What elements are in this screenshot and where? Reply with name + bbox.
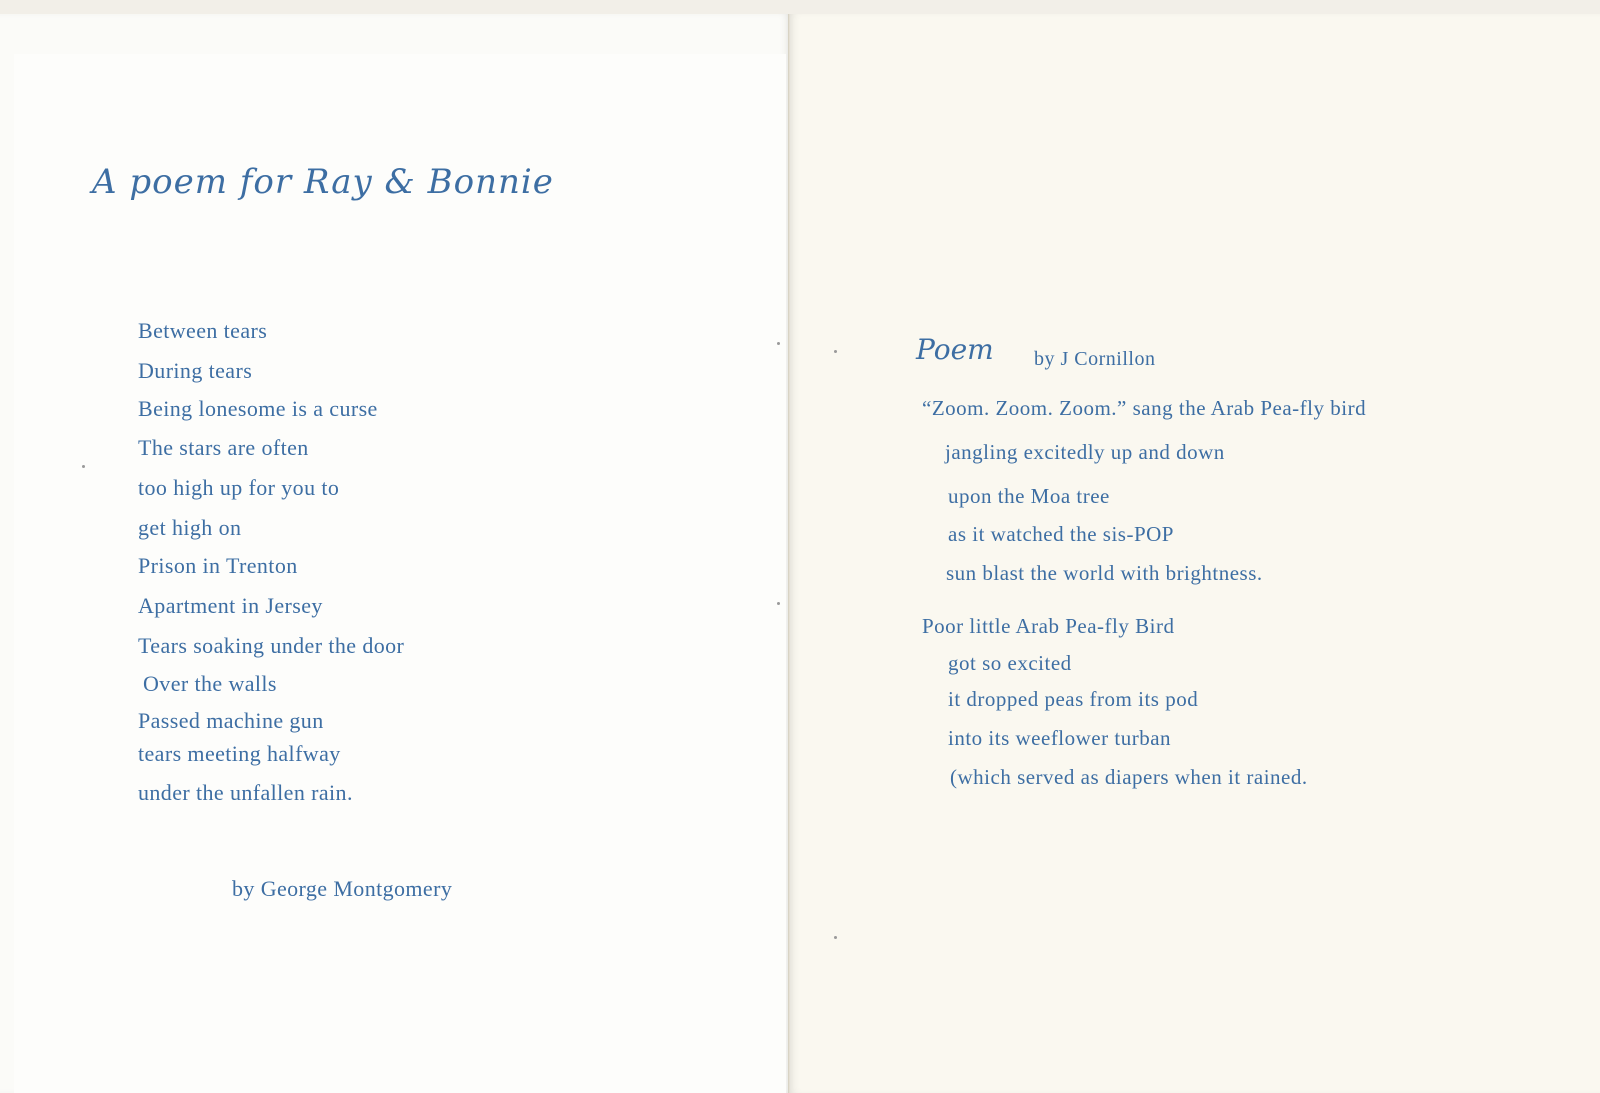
right-poem-line: into its weeflower turban — [948, 726, 1172, 750]
right-poem-line: jangling excitedly up and down — [945, 440, 1225, 464]
right-poem-line: sun blast the world with brightness. — [946, 561, 1263, 585]
right-poem-line: got so excited — [948, 651, 1072, 675]
right-poem-title: Poem — [916, 333, 994, 366]
paper-speck — [777, 342, 780, 345]
left-poem-line: Over the walls — [143, 671, 277, 696]
paper-speck — [834, 936, 837, 939]
left-page-sheet — [14, 54, 786, 1093]
right-poem-line: it dropped peas from its pod — [948, 687, 1199, 711]
left-poem-line: tears meeting halfway — [138, 741, 341, 766]
left-poem-line: Tears soaking under the door — [138, 633, 405, 658]
left-poem-line: too high up for you to — [138, 475, 340, 500]
left-poem-line: Apartment in Jersey — [138, 593, 323, 618]
right-poem-line: “Zoom. Zoom. Zoom.” sang the Arab Pea-fly bird — [922, 396, 1367, 420]
right-poem-byline: by J Cornillon — [1034, 348, 1156, 370]
left-poem-line: under the unfallen rain. — [138, 780, 353, 805]
paper-speck — [777, 602, 780, 605]
right-poem-line: (which served as diapers when it rained. — [950, 765, 1308, 789]
paper-speck — [834, 350, 837, 353]
left-poem-line: Passed machine gun — [138, 708, 324, 733]
right-poem-line: Poor little Arab Pea-fly Bird — [922, 614, 1175, 638]
left-poem-line: Between tears — [138, 318, 268, 343]
left-poem-title: A poem for Ray & Bonnie — [92, 162, 554, 202]
left-poem-byline: by George Montgomery — [232, 876, 453, 901]
left-poem-line: During tears — [138, 358, 253, 383]
left-poem-line: get high on — [138, 515, 242, 540]
left-poem-line: The stars are often — [138, 435, 309, 460]
paper-speck — [82, 465, 85, 468]
left-poem-line: Being lonesome is a curse — [138, 396, 378, 421]
right-poem-line: upon the Moa tree — [948, 484, 1110, 508]
right-poem-line: as it watched the sis-POP — [948, 522, 1174, 546]
right-page — [790, 14, 1600, 1093]
left-poem-line: Prison in Trenton — [138, 553, 298, 578]
